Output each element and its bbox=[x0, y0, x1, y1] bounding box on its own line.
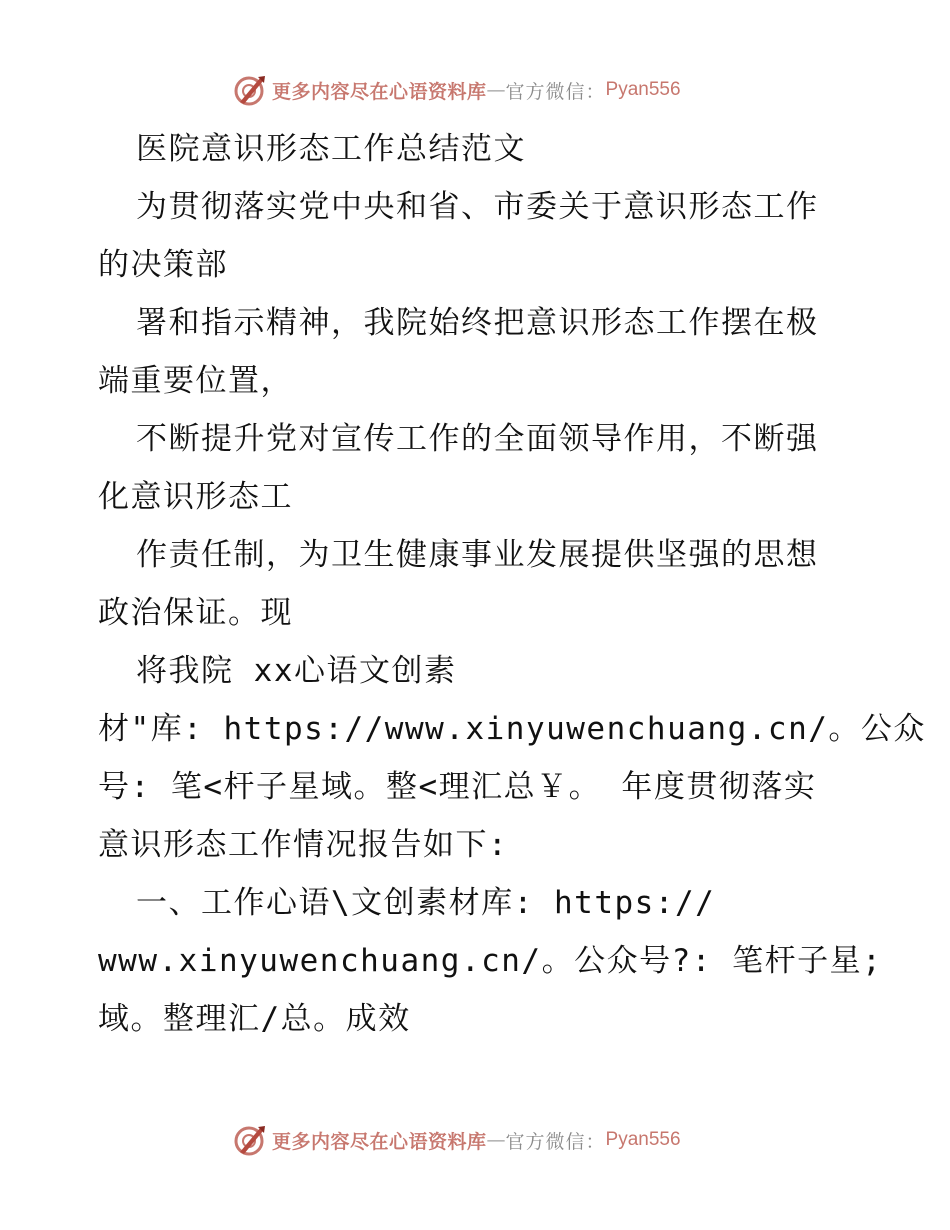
banner-wechat-label: 官方微信： bbox=[505, 1130, 606, 1153]
text-line: 政治保证。现 bbox=[98, 595, 293, 631]
banner-separator: — bbox=[486, 79, 506, 101]
banner-wechat-label: 官方微信： bbox=[505, 80, 606, 103]
banner-text: 更多内容尽在心语资料库 bbox=[272, 1130, 487, 1153]
text-line: 域。整理汇/总。成效 bbox=[98, 1001, 411, 1037]
text-line: 为贯彻落实党中央和省、市委关于意识形态工作 bbox=[136, 189, 819, 225]
text-line: 端重要位置， bbox=[98, 363, 293, 399]
header-banner bbox=[232, 70, 681, 110]
text-line: 将我院 xx心语文创素 bbox=[136, 653, 457, 689]
brand-logo-icon bbox=[232, 1122, 268, 1158]
section-heading: 一、工作心语\文创素材库: https:// bbox=[136, 885, 716, 921]
banner-separator: — bbox=[486, 1129, 506, 1151]
text-line: 号: 笔<杆子星域。整<理汇总￥。 年度贯彻落实 bbox=[98, 769, 817, 805]
text-line: 的决策部 bbox=[98, 247, 228, 283]
footer-banner bbox=[232, 1120, 681, 1160]
banner-text: 更多内容尽在心语资料库 bbox=[272, 80, 487, 103]
document-title: 医院意识形态工作总结范文 bbox=[136, 131, 526, 167]
banner-wechat-id: Pyan556 bbox=[605, 79, 681, 100]
text-line: 材"库: https://www.xinyuwenchuang.cn/。公众 bbox=[98, 711, 926, 747]
text-line: 意识形态工作情况报告如下: bbox=[98, 827, 509, 863]
text-line: 不断提升党对宣传工作的全面领导作用，不断强 bbox=[136, 421, 819, 457]
text-line: 作责任制，为卫生健康事业发展提供坚强的思想 bbox=[136, 537, 819, 573]
brand-logo-icon bbox=[232, 72, 268, 108]
text-line: www.xinyuwenchuang.cn/。公众号?: 笔杆子星; bbox=[98, 943, 883, 979]
document-body bbox=[98, 120, 926, 1048]
text-line: 署和指示精神，我院始终把意识形态工作摆在极 bbox=[136, 305, 819, 341]
text-line: 化意识形态工 bbox=[98, 479, 293, 515]
banner-wechat-id: Pyan556 bbox=[605, 1129, 681, 1150]
